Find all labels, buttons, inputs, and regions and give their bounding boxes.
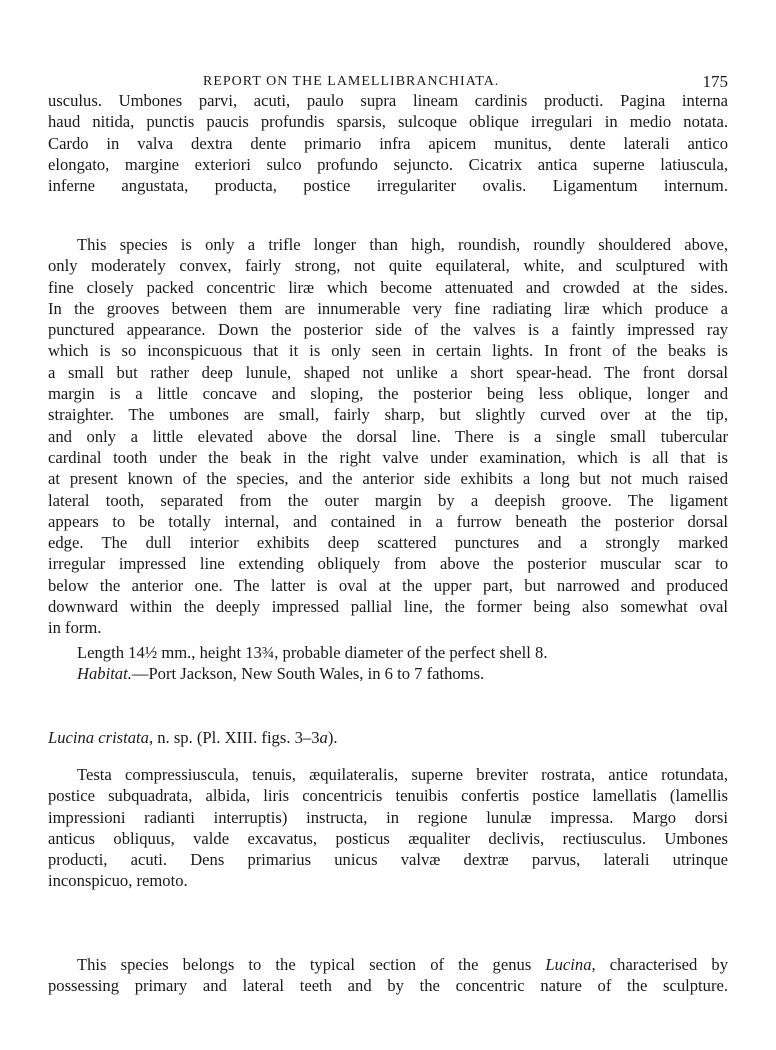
habitat [48, 663, 728, 684]
text-line: Cardo in valva dextra dente primario infra apicem munitus, dente laterali antico [48, 133, 728, 153]
species-heading [48, 727, 728, 748]
text-line: This species is only a trifle longer than high, roundish, roundly shouldered above, [77, 235, 728, 254]
species-name: Lucina cristata, [48, 728, 154, 747]
text-line: a small but rather deep lunule, shaped not unlike a short spear-head. The front dorsal [48, 362, 728, 382]
text-line: which is so inconspicuous that it is only seen in certain lights. In front of the beaks is [48, 341, 728, 361]
text-line: In the grooves between them are innumerable very fine radiating liræ which produce a [48, 298, 728, 318]
text-line: producti, acuti. Dens primarius unicus valvæ dextræ parvus, laterali utrinque [48, 850, 728, 870]
text-line: lateral tooth, separated from the outer margin by a deepish groove. The ligament [48, 490, 728, 510]
text-line: downward within the deeply impressed pallial line, the former being also somewhat oval [48, 597, 728, 617]
text-line: anticus obliquus, valde excavatus, posticus æqualiter declivis, rectiusculus. Umbones [48, 828, 728, 848]
text-line: in form. [48, 618, 102, 638]
text-line: edge. The dull interior exhibits deep scattered punctures and a strongly marked [48, 533, 728, 553]
final-line-2: possessing primary and lateral teeth and by the concentric nature of the sculpture. [48, 976, 728, 996]
fig-suffix: a [319, 728, 328, 747]
text-line: postice subquadrata, albida, liris concentricis tenuibis confertis postice lamellatis (lamellis [48, 786, 728, 806]
measurements: Length 14½ mm., height 13¾, probable diameter of the perfect shell 8. [77, 643, 548, 662]
text-line: haud nitida, punctis paucis profundis sparsis, sulcoque oblique irregulari in medio notata. [48, 112, 728, 132]
final-paragraph [48, 954, 728, 997]
text-line: irregular impressed line extending obliquely from above the posterior muscular scar to [48, 554, 728, 574]
latin-diagnosis-continued [48, 90, 728, 196]
text-line: usculus. Umbones parvi, acuti, paulo supra lineam cardinis producti. Pagina interna [48, 91, 728, 110]
text-line: inconspicuo, remoto. [48, 871, 188, 891]
species-close: ). [327, 728, 338, 747]
text-line: and only a little elevated above the dorsal line. There is a single small tubercular [48, 426, 728, 446]
final-text-a: This species belongs to the typical section of the genus [77, 955, 546, 974]
running-header [48, 72, 728, 92]
text-line: inferne angustata, producta, postice irregulariter ovalis. Ligamentum internum. [48, 176, 728, 196]
running-title: REPORT ON THE LAMELLIBRANCHIATA. [203, 74, 500, 89]
text-line: at present known of the species, and the anterior side exhibits a long but not much raised [48, 469, 728, 489]
text-line: cardinal tooth under the beak in the right valve under examination, which is all that is [48, 447, 728, 467]
text-line: fine closely packed concentric liræ which become attenuated and crowded at the sides. [48, 277, 728, 297]
final-line-1 [48, 954, 728, 975]
text-line: below the anterior one. The latter is oval at the upper part, but narrowed and produced [48, 575, 728, 595]
text-line: elongato, margine exteriori sulco profundo sejuncto. Cicatrix antica superne latiuscula, [48, 154, 728, 174]
species-plate-ref: n. sp. (Pl. XIII. figs. 3–3 [153, 728, 320, 747]
final-text-b: characterised by [595, 955, 729, 974]
measurements-block [48, 642, 728, 685]
text-line: appears to be totally internal, and contained in a furrow beneath the posterior dorsal [48, 511, 728, 531]
text-line: punctured appearance. Down the posterior side of the valves is a faintly impressed ray [48, 320, 728, 340]
text-line: Testa compressiuscula, tenuis, æquilateralis, superne breviter rostrata, antice rotundata, [77, 765, 728, 784]
habitat-text: —Port Jackson, New South Wales, in 6 to 7 fathoms. [131, 664, 485, 684]
genus-name: Lucina, [545, 955, 596, 974]
text-line: margin is a little concave and sloping, the posterior being less oblique, longer and [48, 384, 728, 404]
habitat-label: Habitat. [77, 664, 132, 684]
text-line: only moderately convex, fairly strong, not quite equilateral, white, and sculptured with [48, 256, 728, 276]
latin-diagnosis-lucina [48, 764, 728, 892]
text-line: impressioni radianti interruptis) instructa, in regione lunulæ impressa. Margo dorsi [48, 807, 728, 827]
text-line: straighter. The umbones are small, fairly sharp, but slightly curved over at the tip, [48, 405, 728, 425]
species-description [48, 234, 728, 639]
page-number: 175 [702, 72, 728, 91]
